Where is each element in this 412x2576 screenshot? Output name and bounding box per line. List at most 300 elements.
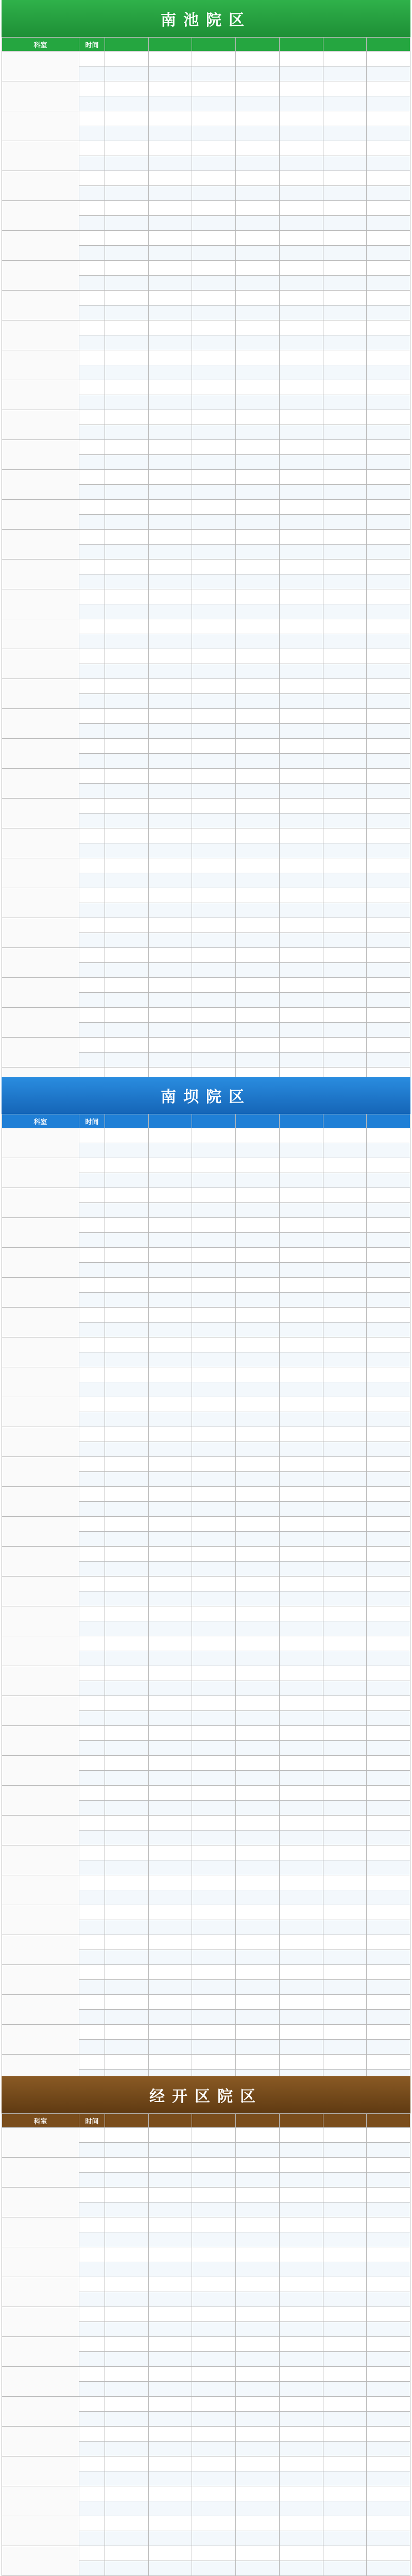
schedule-cell [236,1860,280,1875]
schedule-cell [279,111,323,126]
schedule-cell [236,978,280,993]
schedule-cell [323,335,367,350]
table-row [2,2277,410,2292]
schedule-cell [192,1412,236,1427]
schedule-cell [148,574,192,589]
schedule-cell [323,799,367,814]
schedule-cell [148,1726,192,1741]
schedule-cell [279,1756,323,1771]
schedule-cell [323,2040,367,2055]
schedule-cell [279,231,323,246]
schedule-cell [367,2486,410,2501]
schedule-cell [105,560,149,574]
schedule-cell [105,1278,149,1293]
schedule-cell [323,1278,367,1293]
schedule-cell [148,276,192,291]
time-slot-cell [79,410,105,425]
time-slot-cell [79,1950,105,1965]
schedule-cell [105,470,149,485]
table-row [2,1636,410,1651]
schedule-cell [236,1248,280,1263]
schedule-cell [323,2010,367,2025]
schedule-cell [279,1143,323,1158]
table-row [2,1816,410,1831]
schedule-cell [367,2322,410,2337]
table-row [2,2427,410,2442]
schedule-cell [323,634,367,649]
section-nanba [0,1077,412,2056]
schedule-cell [236,1845,280,1860]
schedule-cell [367,1382,410,1397]
table-row [2,1367,410,1382]
schedule-cell [367,1741,410,1756]
table-row [2,1756,410,1771]
schedule-cell [236,1218,280,1233]
schedule-cell [279,1831,323,1845]
time-slot-cell [79,2427,105,2442]
schedule-cell [192,1382,236,1397]
schedule-cell [105,350,149,365]
schedule-cell [236,604,280,619]
dept-cell [2,231,79,261]
dept-cell [2,1547,79,1577]
table-row [2,888,410,903]
schedule-cell [279,2143,323,2158]
schedule-cell [148,455,192,470]
time-slot-cell [79,1427,105,1442]
schedule-cell [279,515,323,530]
schedule-cell [105,918,149,933]
schedule-cell [192,1532,236,1547]
table-row [2,320,410,335]
time-slot-cell [79,799,105,814]
table-row [2,2217,410,2232]
schedule-cell [367,1143,410,1158]
schedule-cell [192,1696,236,1711]
section-banner [2,1077,410,1114]
schedule-cell [279,1427,323,1442]
schedule-cell [105,814,149,828]
dept-cell [2,2337,79,2367]
time-slot-cell [79,1801,105,1816]
table-row [2,1337,410,1352]
schedule-cell [148,52,192,66]
schedule-cell [367,380,410,395]
dept-cell [2,81,79,111]
section-nanchi [0,0,412,1056]
schedule-cell [236,485,280,500]
schedule-cell [279,2202,323,2217]
schedule-cell [148,1143,192,1158]
schedule-cell [148,1128,192,1143]
schedule-cell [367,1681,410,1696]
schedule-cell [279,1890,323,1905]
dept-cell [2,1457,79,1487]
time-slot-cell [79,649,105,664]
schedule-cell [105,1995,149,2010]
schedule-cell [148,2307,192,2322]
schedule-cell [236,709,280,724]
schedule-cell [236,111,280,126]
header-date [323,38,367,52]
schedule-cell [148,724,192,739]
schedule-cell [236,425,280,440]
schedule-cell [192,455,236,470]
schedule-cell [148,1562,192,1577]
schedule-cell [105,1248,149,1263]
schedule-cell [105,1143,149,1158]
schedule-cell [279,814,323,828]
schedule-cell [105,2247,149,2262]
schedule-cell [236,1786,280,1801]
table-row [2,350,410,365]
schedule-cell [323,858,367,873]
schedule-cell [279,1337,323,1352]
schedule-cell [367,186,410,201]
schedule-cell [105,2128,149,2143]
schedule-cell [323,1337,367,1352]
schedule-cell [148,978,192,993]
schedule-cell [367,1771,410,1786]
schedule-cell [279,2337,323,2352]
schedule-cell [192,365,236,380]
schedule-cell [279,2055,323,2070]
time-slot-cell [79,66,105,81]
schedule-cell [105,754,149,769]
schedule-cell [148,1920,192,1935]
schedule-cell [279,948,323,963]
schedule-cell [323,1173,367,1188]
schedule-cell [367,1427,410,1442]
schedule-cell [279,634,323,649]
schedule-cell [279,1412,323,1427]
schedule-cell [148,933,192,948]
dept-cell [2,1786,79,1816]
table-row [2,1248,410,1263]
schedule-cell [192,888,236,903]
schedule-cell [279,560,323,574]
time-slot-cell [79,1367,105,1382]
schedule-cell [236,1308,280,1323]
time-slot-cell [79,1562,105,1577]
schedule-cell [192,1128,236,1143]
time-slot-cell [79,141,105,156]
schedule-cell [279,1666,323,1681]
time-slot-cell [79,1547,105,1562]
schedule-cell [105,724,149,739]
schedule-cell [105,1502,149,1517]
schedule-cell [192,2232,236,2247]
schedule-cell [367,2337,410,2352]
schedule-cell [148,485,192,500]
schedule-cell [192,1816,236,1831]
schedule-cell [236,2397,280,2412]
time-slot-cell [79,634,105,649]
schedule-cell [367,1457,410,1472]
schedule-cell [279,291,323,306]
schedule-cell [323,2262,367,2277]
schedule-cell [323,1606,367,1621]
schedule-cell [192,1875,236,1890]
time-slot-cell [79,2397,105,2412]
schedule-cell [367,201,410,216]
schedule-cell [192,425,236,440]
schedule-cell [236,1487,280,1502]
schedule-cell [279,694,323,709]
schedule-cell [148,918,192,933]
schedule-cell [367,933,410,948]
schedule-cell [323,1008,367,1023]
schedule-cell [192,1621,236,1636]
schedule-cell [236,1263,280,1278]
schedule-cell [236,2010,280,2025]
schedule-cell [367,1562,410,1577]
table-row [2,1457,410,1472]
schedule-cell [323,1352,367,1367]
schedule-cell [105,2516,149,2531]
schedule-cell [323,2232,367,2247]
time-slot-cell [79,694,105,709]
table-row [2,918,410,933]
time-slot-cell [79,216,105,231]
schedule-cell [236,2307,280,2322]
schedule-cell [367,1532,410,1547]
schedule-cell [367,1816,410,1831]
schedule-cell [192,1323,236,1337]
schedule-cell [279,1547,323,1562]
schedule-cell [367,769,410,784]
schedule-cell [236,81,280,96]
time-slot-cell [79,1726,105,1741]
schedule-cell [236,2427,280,2442]
dept-cell [2,1038,79,1067]
schedule-cell [192,1248,236,1263]
time-slot-cell [79,545,105,560]
schedule-cell [279,1920,323,1935]
schedule-cell [148,2352,192,2367]
schedule-cell [236,2471,280,2486]
time-slot-cell [79,1487,105,1502]
time-slot-cell [79,81,105,96]
time-slot-cell [79,828,105,843]
schedule-cell [236,2456,280,2471]
schedule-cell [367,291,410,306]
time-slot-cell [79,1457,105,1472]
schedule-cell [148,216,192,231]
schedule-cell [148,171,192,186]
schedule-cell [367,619,410,634]
schedule-cell [236,1547,280,1562]
schedule-cell [148,1367,192,1382]
schedule-cell [323,2128,367,2143]
schedule-cell [323,2307,367,2322]
schedule-cell [279,1323,323,1337]
schedule-cell [323,1636,367,1651]
schedule-cell [148,231,192,246]
schedule-cell [192,2188,236,2202]
schedule-cell [148,96,192,111]
schedule-cell [192,963,236,978]
schedule-cell [105,2486,149,2501]
schedule-cell [367,2247,410,2262]
schedule-cell [105,1651,149,1666]
schedule-cell [105,1935,149,1950]
schedule-cell [323,589,367,604]
dept-cell [2,1606,79,1636]
schedule-cell [192,126,236,141]
schedule-cell [279,2501,323,2516]
time-slot-cell [79,395,105,410]
schedule-cell [279,81,323,96]
time-slot-cell [79,1890,105,1905]
schedule-cell [192,1666,236,1681]
time-slot-cell [79,1278,105,1293]
schedule-cell [323,679,367,694]
schedule-cell [148,126,192,141]
schedule-cell [236,1651,280,1666]
schedule-cell [367,365,410,380]
schedule-cell [192,2262,236,2277]
schedule-cell [105,2337,149,2352]
schedule-cell [236,1128,280,1143]
schedule-cell [323,1502,367,1517]
schedule-cell [192,679,236,694]
dept-cell [2,2516,79,2546]
table-row [2,1487,410,1502]
schedule-cell [279,545,323,560]
header-date [192,2114,236,2128]
schedule-cell [323,649,367,664]
schedule-cell [279,1158,323,1173]
schedule-cell [148,515,192,530]
schedule-cell [148,1188,192,1203]
schedule-cell [236,2247,280,2262]
schedule-cell [279,261,323,276]
schedule-cell [323,814,367,828]
schedule-cell [148,500,192,515]
schedule-cell [323,1293,367,1308]
time-slot-cell [79,709,105,724]
schedule-cell [105,1323,149,1337]
header-date [105,2114,149,2128]
schedule-cell [148,2546,192,2561]
schedule-cell [323,1621,367,1636]
schedule-cell [323,1741,367,1756]
schedule-cell [323,126,367,141]
schedule-cell [236,1532,280,1547]
schedule-cell [279,2427,323,2442]
section-title: 南坝院区 [161,1088,251,1106]
dept-cell [2,410,79,440]
schedule-cell [279,933,323,948]
schedule-cell [367,1502,410,1517]
table-row [2,1547,410,1562]
dept-cell [2,858,79,888]
schedule-cell [148,81,192,96]
schedule-cell [367,574,410,589]
schedule-cell [279,1023,323,1038]
schedule-cell [323,350,367,365]
time-slot-cell [79,1382,105,1397]
schedule-cell [148,1233,192,1248]
schedule-cell [148,1023,192,1038]
schedule-cell [148,1053,192,1067]
schedule-cell [367,1831,410,1845]
schedule-cell [323,306,367,320]
schedule-cell [192,724,236,739]
schedule-cell [236,216,280,231]
time-slot-cell [79,2561,105,2576]
schedule-cell [236,2277,280,2292]
schedule-cell [192,2173,236,2188]
schedule-cell [279,1502,323,1517]
schedule-cell [323,1935,367,1950]
schedule-cell [367,1188,410,1203]
schedule-cell [148,1681,192,1696]
schedule-cell [279,425,323,440]
time-slot-cell [79,1323,105,1337]
schedule-cell [279,1845,323,1860]
schedule-cell [236,1666,280,1681]
schedule-cell [105,1233,149,1248]
schedule-cell [192,978,236,993]
schedule-cell [236,440,280,455]
schedule-cell [323,1547,367,1562]
schedule-cell [367,2397,410,2412]
schedule-cell [148,2025,192,2040]
schedule-cell [236,1023,280,1038]
schedule-cell [148,1382,192,1397]
schedule-cell [192,186,236,201]
schedule-cell [105,1293,149,1308]
time-slot-cell [79,784,105,799]
schedule-cell [279,1233,323,1248]
schedule-cell [367,261,410,276]
schedule-cell [323,1128,367,1143]
time-slot-cell [79,1965,105,1980]
schedule-cell [148,2173,192,2188]
schedule-cell [148,2397,192,2412]
schedule-cell [323,2217,367,2232]
schedule-cell [279,1935,323,1950]
dept-cell [2,2158,79,2188]
schedule-cell [323,993,367,1008]
schedule-cell [279,1038,323,1053]
section-title: 经开区院区 [149,2088,263,2106]
schedule-cell [236,769,280,784]
schedule-cell [367,2456,410,2471]
time-slot-cell [79,2382,105,2397]
schedule-cell [367,589,410,604]
schedule-cell [148,440,192,455]
schedule-cell [323,1158,367,1173]
schedule-cell [192,2367,236,2382]
schedule-cell [279,1875,323,1890]
schedule-cell [323,888,367,903]
section-banner [2,0,410,37]
dept-cell [2,261,79,291]
schedule-cell [367,2277,410,2292]
schedule-cell [279,2516,323,2531]
table-row [2,410,410,425]
schedule-cell [105,276,149,291]
dept-cell [2,1218,79,1248]
table-body [2,52,410,1097]
time-slot-cell [79,1771,105,1786]
schedule-cell [192,81,236,96]
schedule-cell [148,589,192,604]
schedule-cell [367,679,410,694]
